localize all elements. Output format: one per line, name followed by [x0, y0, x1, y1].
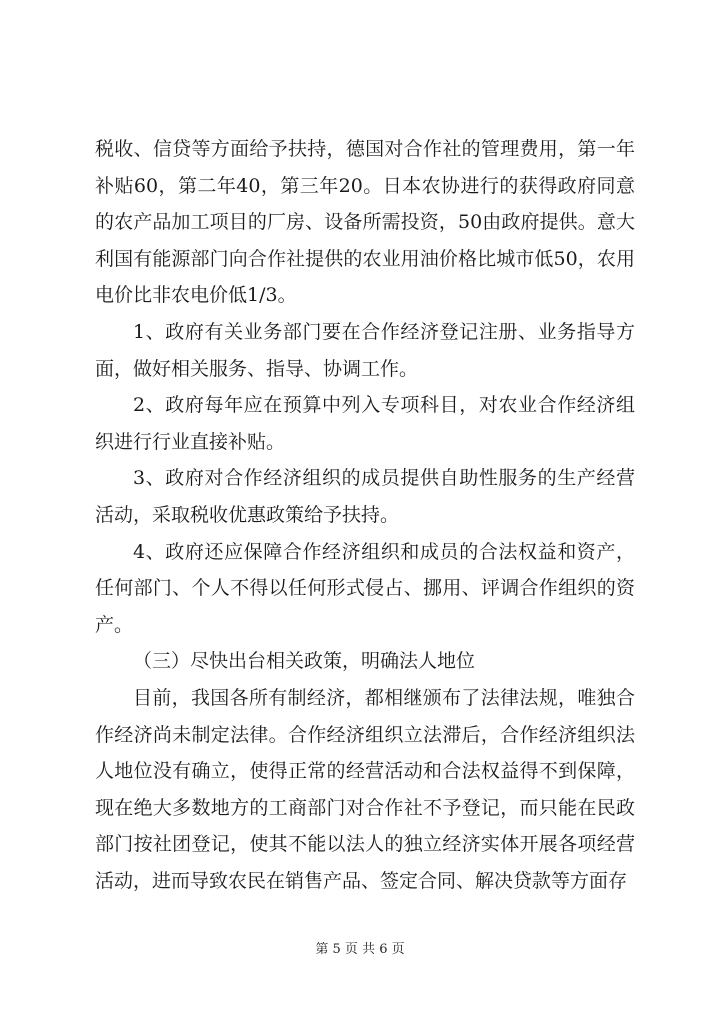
section-heading: （三）尽快出台相关政策，明确法人地位	[133, 650, 476, 673]
paragraph-item-2: 2、政府每年应在预算中列入专项科目，对农业合作经济组织进行行业直接补贴。	[95, 394, 635, 453]
document-body	[95, 131, 635, 899]
paragraph-item-3: 3、政府对合作经济组织的成员提供自助性服务的生产经营活动，采取税收优惠政策给予扶持。	[95, 467, 635, 526]
paragraph-legal-status: 目前，我国各所有制经济，都相继颁布了法律法规，唯独合作经济尚未制定法律。合作经济组织立法滞后，合作经济组织法人地位没有确立，使得正常的经营活动和合法权益得不到保障，现在绝大多数地方的工商部门对合作社不予登记，而只能在民政部门按社团登记，使其不能以法人的独立经济实体开展各项经营活动，进而导致农民在销售产品、签定合同、解决贷款等方面存	[95, 686, 635, 892]
paragraph-subsidy-examples: 税收、信贷等方面给予扶持，德国对合作社的管理费用，第一年补贴60，第二年40，第三年20。日本农协进行的获得政府同意的农产品加工项目的厂房、设备所需投资，50由政府提供。意大利国有能源部门向合作社提供的农业用油价格比城市低50，农用电价比非农电价低1/3。	[95, 138, 635, 307]
page-footer	[0, 938, 720, 957]
paragraph-item-1: 1、政府有关业务部门要在合作经济登记注册、业务指导方面，做好相关服务、指导、协调工作。	[95, 320, 635, 380]
paragraph-item-4: 4、政府还应保障合作经济组织和成员的合法权益和资产，任何部门、个人不得以任何形式侵占、挪用、评调合作组织的资产。	[95, 540, 635, 636]
page-number-label: 第 5 页 共 6 页	[315, 942, 405, 957]
